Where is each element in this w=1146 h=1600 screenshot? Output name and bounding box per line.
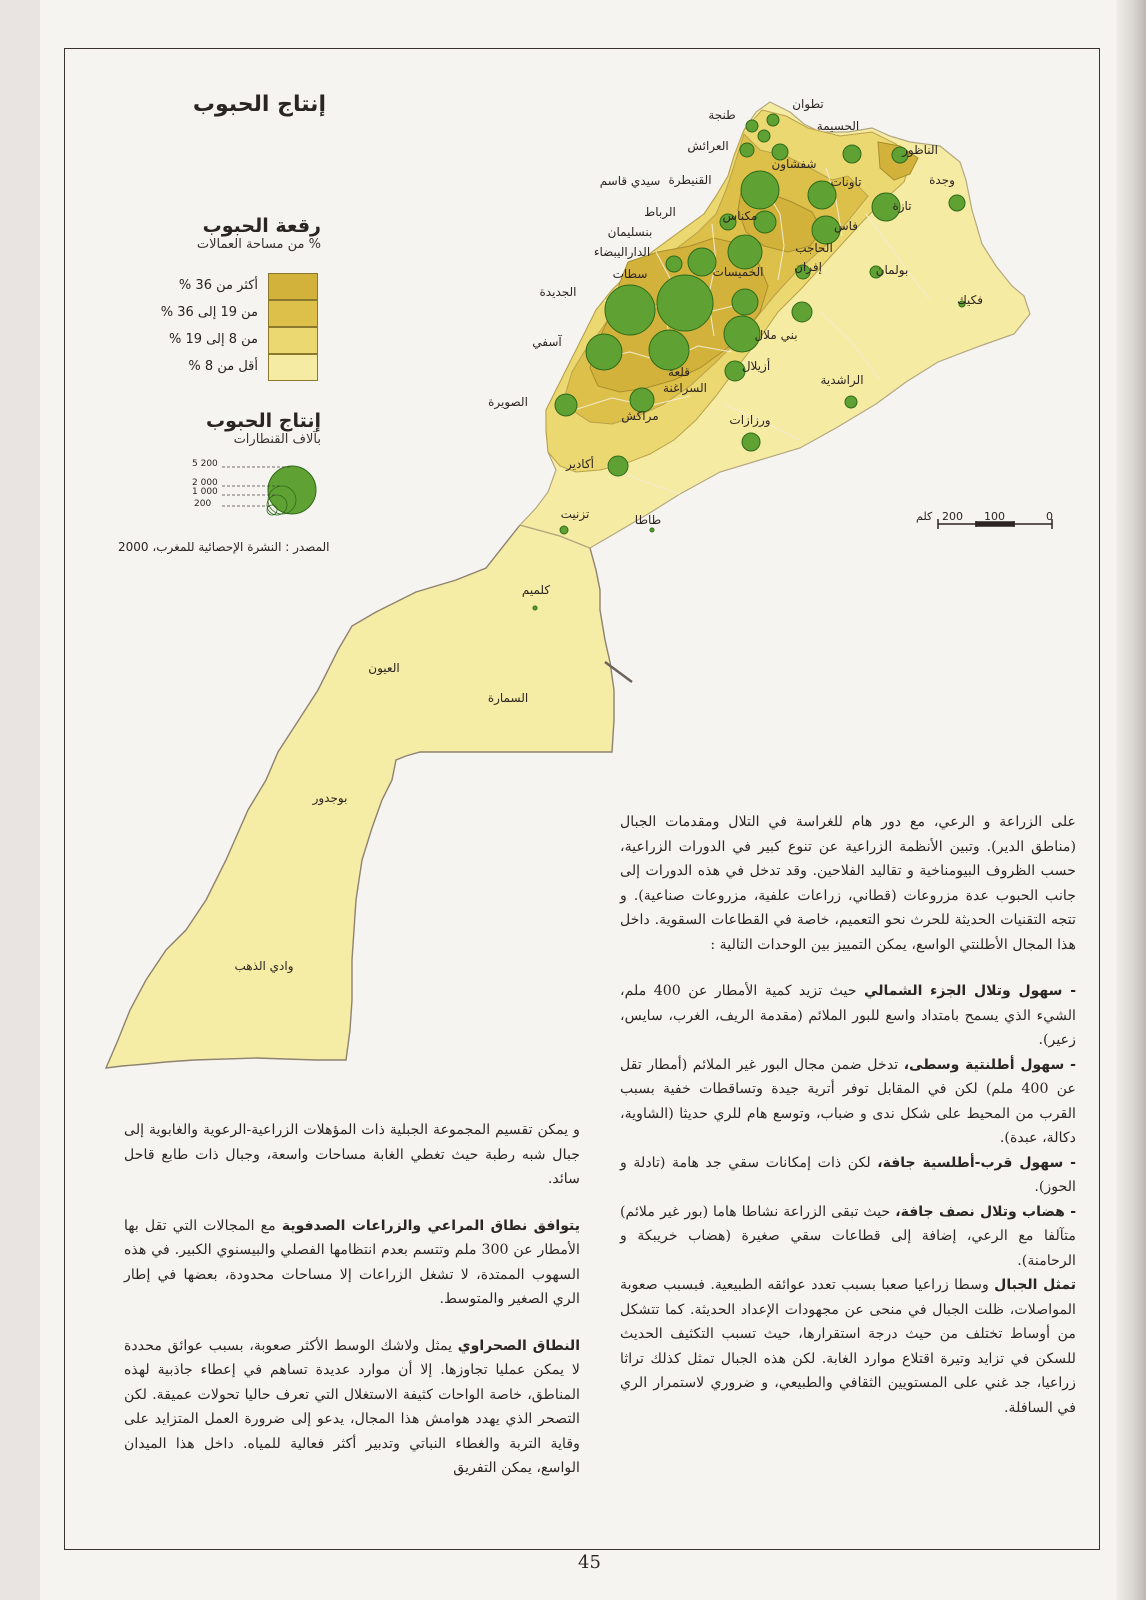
production-circle [758,130,770,142]
place-label: تاونات [830,175,862,189]
legend-class-label: من 19 إلى 36 % [160,305,258,320]
paragraph-text: يمثل ولاشك الوسط الأكثر صعوبة، بسبب عوائق محددة لا يمكن عمليا تجاوزها. إلا أن موارد عديدة تساهم في إعطاء جاذبية لهذه المناطق، خاصة الواحات كثيفة الاستغلال التي تعرف حاليا تحولات عميقة. لكن التصحر الذي يهدد هوامش هذا المجال، يدعو إلى ضرورة العمل المتزايد على وقاية التربة والغطاء النباتي وتدبير أكثر فعالية للمياه. داخل هذا الميدان الواسع، يمكن التفريق [124,1337,580,1476]
place-label: فاس [833,219,859,233]
paragraph [620,1200,1076,1274]
production-circle [560,526,568,534]
place-label: الراشدية [820,373,864,387]
paragraph-text: لكن ذات إمكانات سقي جد هامة (تادلة و الحوز). [620,1154,1076,1195]
paragraph-text: و يمكن تقسيم المجموعة الجبلية ذات المؤهلات الزراعية-الرعوية والغابوية إلى جبال شبه رطبة حيث تغطي الغابة مساحات واسعة، وجبال ذات طابع قاحل سائد. [124,1122,580,1187]
paragraph [124,1214,580,1312]
legend-class-row [148,327,318,354]
legend-class-row [148,300,318,327]
text-column-left [124,1118,580,1503]
place-label: بني ملال [754,328,798,342]
place-label: طنجة [708,108,736,122]
place-label: أزيلال [741,359,771,373]
place-label: مكناس [722,209,758,223]
place-label: بوجدور [312,791,348,805]
paragraph [620,1151,1076,1200]
production-circle [533,606,537,610]
paragraph-heading: - هضاب وتلال نصف جافة، [895,1203,1077,1220]
production-circle [767,114,779,126]
production-circle [728,235,762,269]
production-legend-value: 2 000 [192,478,218,488]
sahara-region [106,525,632,1068]
area-legend-subtitle: % من مساحة العمالات [196,237,321,252]
paragraph-text: على الزراعة و الرعي، مع دور هام للغراسة في التلال ومقدمات الجبال (مناطق الدير). وتبين الأنظمة الزراعية عن تنوع كبير في الدورات الزراعية، حسب الظروف البيومناخية و تقاليد الفلاحين. وقد تدخل في هذه الدورات إلى جانب الحبوب عدة مزروعات (قطاني، زراعات علفية، مزروعات صناعية). و تتجه التقنيات الحديثة للحرث نحو التعميم، خاصة في القطاعات السقوية. داخل هذا المجال الأطلنتي الواسع، يمكن التمييز بين الوحدات التالية : [620,814,1076,953]
production-circle [741,171,779,209]
paragraph [124,1118,580,1192]
place-label: فكيك [956,293,984,307]
production-circle [792,302,812,322]
place-label: سيدي قاسم [599,174,661,188]
page-binding-shadow [1116,0,1146,1600]
production-circle [605,285,655,335]
place-label: السمارة [487,691,529,705]
paragraph [124,1334,580,1481]
scale-label: 200 [942,510,963,523]
production-circle [845,396,857,408]
paragraph [620,810,1076,957]
production-circle [732,289,758,315]
southern-provinces-shape [106,525,614,1068]
production-circle [740,143,754,157]
paragraph [620,979,1076,1053]
legend-class-label: أقل من 8 % [188,359,258,374]
production-circle [608,456,628,476]
place-label: شفشاون [771,157,817,171]
production-circle [586,334,622,370]
paragraph [620,1273,1076,1420]
map-title: إنتاج الحبوب [192,92,326,117]
place-label: العرائش [687,139,729,153]
place-label: الداراليبضاء [593,245,651,259]
production-circle [649,330,689,370]
production-circle [657,275,713,331]
place-label: تزنيت [560,507,590,521]
legend-swatch-high [268,300,318,327]
paragraph-heading: يتوافق نطاق المراعي والزراعات الصدفوية [281,1217,580,1234]
place-label: العيون [368,661,400,675]
scale-label: 100 [984,510,1005,523]
legend-swatch-medium [268,327,318,354]
production-circle [949,195,965,211]
production-circle [666,256,682,272]
place-label: سطات [612,267,648,281]
area-legend-title: رقعة الحبوب [202,215,321,237]
place-label: إفران [794,260,822,274]
place-label: آسفي [532,335,562,349]
paragraph-heading: تمثل الجبال [994,1277,1076,1293]
production-legend-symbol [222,466,316,515]
place-label: وجدة [929,173,955,187]
production-legend-value: 1 000 [192,487,218,497]
production-circle [650,528,654,532]
place-label: بنسليمان [607,225,653,239]
paragraph-text: تدخل ضمن مجال البور غير الملائم (أمطار تقل عن 400 ملم) لكن في المقابل توفر أترية جيدة وتساقطات خفية بسبب القرب من المحيط على شكل ندى و ضباب، وتوسع هام للري حديثا (الشاوية، دكالة، عبدة). [620,1056,1076,1146]
production-legend-value: 200 [194,499,212,509]
place-label: الصويرة [488,395,528,409]
legend-swatch-very-high [268,273,318,300]
text-column-right [620,810,1076,1442]
place-label: الحاجب [795,241,833,255]
paragraph-heading: - سهول قرب-أطلسية جافة، [877,1154,1076,1171]
place-label: طاطا [634,513,662,527]
production-legend-title: إنتاج الحبوب [206,410,321,432]
place-label: القنيطرة [668,173,712,187]
place-label: الناظور [902,143,938,157]
paragraph-text: حيث تزيد كمية الأمطار عن 400 ملم، الشيء الذي يسمح بامتداد واسع للبور الملائم (مقدمة الريف، الغرب، سايس، زعير). [620,983,1076,1048]
place-label: الخميسات [712,265,764,279]
place-label: قلعة [668,365,690,379]
place-label: الحسيمة [816,119,860,133]
place-label: الرباط [644,205,676,219]
page-number: 45 [578,1552,601,1573]
place-label: الجديدة [539,285,577,299]
paragraph-heading: النطاق الصحراوي [457,1337,580,1354]
place-label: كلميم [521,583,551,597]
place-label: ورزازات [729,413,771,427]
place-label: تطوان [792,97,824,111]
paragraph-text: وسطا زراعيا صعبا بسبب تعدد عوائقه الطبيعية. فبسبب صعوبة المواصلات، ظلت الجبال في منحى عن مجهودات الإعداد الحديثة. كما تتشكل من أوساط تختلف من حيث درجة استقرارها، حيث تسبب التكثيف الحديث للسكن في تزايد وتيرة اقتلاع موارد الغابة. لكن هذه الجبال تمثل كذلك تراثا زراعيا، جد غني على المستويين الثقافي والطبيعي، و ضروري لاستمرار الري في السافلة. [620,1277,1076,1416]
map-source: المصدر : النشرة الإحصائية للمغرب، 2000 [118,540,330,554]
place-label: مراكش [621,409,659,423]
area-legend [101,215,321,252]
legend-class-label: أكثر من 36 % [178,278,258,293]
production-legend-value: 5 200 [192,459,218,469]
scale-label: 0 [1046,510,1053,523]
legend-swatch-low [268,354,318,381]
production-circle [555,394,577,416]
place-label: تازة [892,199,912,213]
place-label: أكادير [565,457,595,471]
legend-class-row [148,354,318,381]
place-label: بولمان [875,263,909,277]
production-legend [101,410,321,447]
paragraph-heading: - سهول أطلنتية وسطى، [903,1056,1076,1073]
paragraph-heading: - سهول وتلال الجزء الشمالي [864,983,1076,999]
production-circle [742,433,760,451]
place-label: السراغنة [663,381,707,395]
legend-class-row [148,273,318,300]
legend-class-label: من 8 إلى 19 % [168,332,258,347]
paragraph-text: حيث تبقى الزراعة نشاطا هاما (بور غير ملائم) متآلفا مع الرعي، إضافة إلى قطاعات سقي صغيرة (هضاب خريبكة و الرحامنة). [620,1203,1076,1269]
production-circle [843,145,861,163]
place-label: وادي الذهب [234,959,294,973]
production-circle [746,120,758,132]
scale-unit: كلم [916,510,933,523]
paragraph [620,1053,1076,1151]
production-legend-subtitle: بآلاف القنطارات [233,432,321,447]
paragraph-text: مع المجالات التي تقل بها الأمطار عن 300 ملم وتتسم بعدم انتظامها الفصلي والبيسنوي الكبير. في هذه السهوب الممتدة، لا تشغل الزراعات إلا مساحات محدودة، بعضها في إطار الري الصغير والمتوسط. [124,1217,580,1307]
